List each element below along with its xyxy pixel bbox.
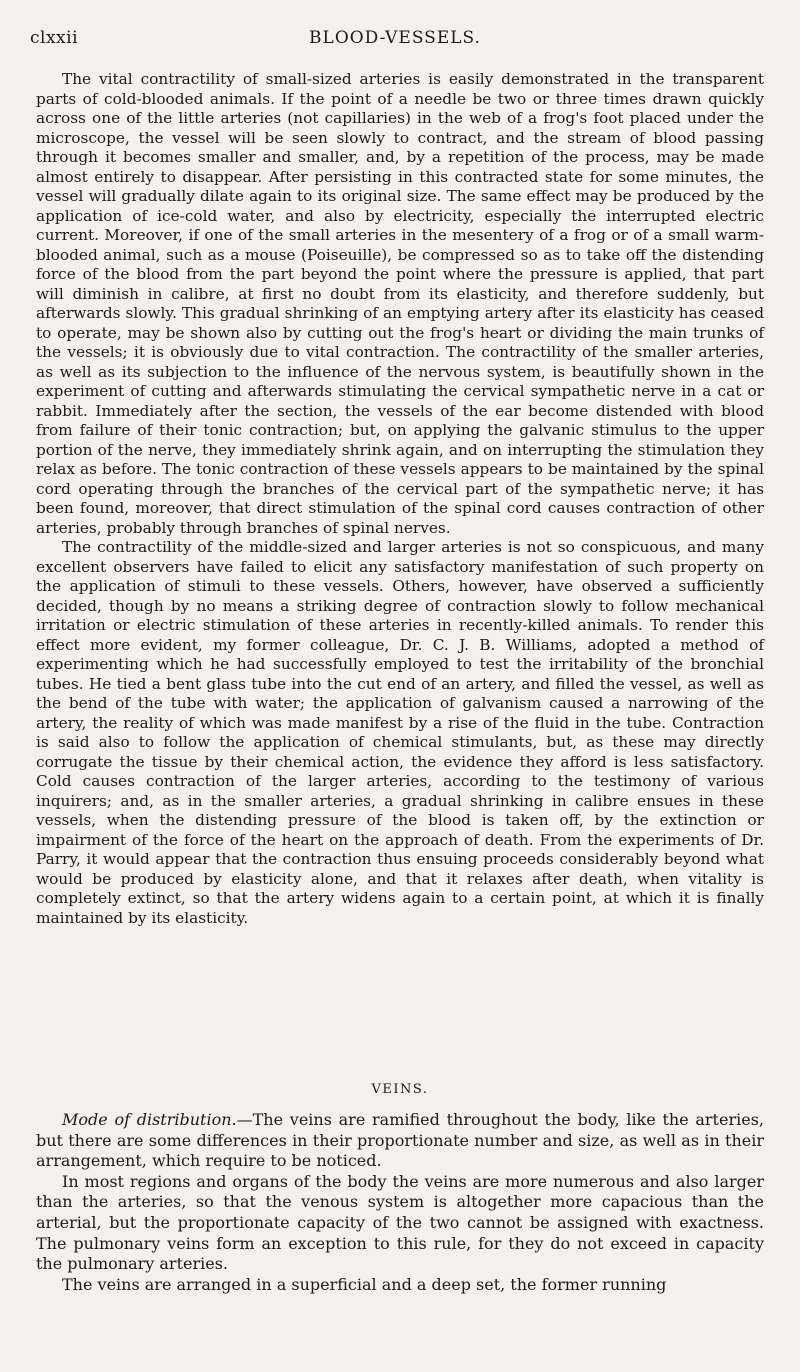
paragraph-veins-arrangement: The veins are arranged in a superficial and a deep set, the former running (62, 1274, 667, 1294)
section-heading-veins: VEINS. (371, 1082, 429, 1097)
paragraph-mode-of-distribution (36, 1110, 764, 1172)
page-header (30, 28, 760, 52)
paragraph-small-arteries: The vital contractility of small-sized arteries is easily demonstrated in the transparent parts of cold-blooded animals. If the point of a needle be two or three times drawn quickly across one of the little arteries (not capillaries) in the web of a frog's foot placed under the microscope, the vessel will be seen slowly to contract, and the stream of blood passing through it becomes smaller and smaller, and, by a repetition of the process, may be made almost entirely to disappear. After persisting in this contracted state for some minutes, the vessel will gradually dilate again to its original size. The same effect may be produced by the application of ice-cold water, and also by electricity, especially the interrupted electric current. Moreover, if one of the small arteries in the mesentery of a frog or of a small warm-blooded animal, such as a mouse (Poiseuille), be compressed so as to take off the distending force of the blood from the part beyond the point where the pressure is applied, that part will diminish in calibre, at first no doubt from its elasticity, and therefore suddenly, but afterwards slowly. This gradual shrinking of an emptying artery after its elasticity has ceased to operate, may be shown also by cutting out the frog's heart or dividing the main trunks of the vessels; it is obviously due to vital contraction. The contractility of the smaller arteries, as well as its subjection to the influence of the nervous system, is beautifully shown in the experiment of cutting and afterwards stimulating the cervical sympathetic nerve in a cat or rabbit. Immediately after the section, the vessels of the ear become distended with blood from failure of their tonic contraction; but, on applying the galvanic stimulus to the upper portion of the nerve, they immediately shrink again, and on interrupting the stimulation they relax as before. The tonic contraction of these vessels appears to be maintained by the spinal cord operating through the branches of the cervical part of the sympathetic nerve; it has been found, moreover, that direct stimulation of the spinal cord causes contraction of other arteries, probably through branches of spinal nerves. (36, 70, 764, 537)
paragraph-larger-arteries: The contractility of the middle-sized and larger arteries is not so conspicuous, and many excellent observers have failed to elicit any satisfactory manifestation of such property on the application of stimuli to these vessels. Others, however, have observed a sufficiently decided, though by no means a striking degree of contraction slowly to follow mechanical irritation or electric stimulation of these arteries in recently-killed animals. To render this effect more evident, my former colleague, Dr. C. J. B. Williams, adopted a method of experimenting which he had successfully employed to test the irritability of the bronchial tubes. He tied a bent glass tube into the cut end of an artery, and filled the vessel, as well as the bend of the tube with water; the application of galvanism caused a narrowing of the artery, the reality of which was made manifest by a rise of the fluid in the tube. Contraction is said also to follow the application of chemical stimulants, but, as these may directly corrugate the tissue by their chemical action, the evidence they afford is less satisfactory. Cold causes contraction of the larger arteries, according to the testimony of various inquirers; and, as in the smaller arteries, a gradual shrinking in calibre ensues in these vessels, when the distending pressure of the blood is taken off, by the extinction or impairment of the force of the heart on the approach of death. From the experiments of Dr. Parry, it would appear that the contraction thus ensuing proceeds considerably beyond what would be produced by elasticity alone, and that it relaxes after death, when vitality is completely extinct, so that the artery widens again to a certain point, at which it is finally maintained by its elasticity. (36, 538, 764, 927)
veins-text (36, 1110, 764, 1295)
italic-lead: Mode of distribution. (62, 1110, 237, 1129)
lead-text: —The veins are ramified throughout the body, like the arteries, but there are some differences in their proportionate number and size, as well as in their arrangement, which require to be noticed. (36, 1110, 764, 1171)
running-head: BLOOD-VESSELS. (309, 28, 481, 48)
paragraph-veins-capacity: In most regions and organs of the body the veins are more numerous and also larger than the arteries, so that the venous system is altogether more capacious than the arterial, but the proportionate capacity of the two cannot be assigned with exactness. The pulmonary veins form an exception to this rule, for they do not exceed in capacity the pulmonary arteries. (36, 1171, 764, 1274)
arteries-text (36, 70, 764, 928)
page-number: clxxii (30, 28, 79, 48)
